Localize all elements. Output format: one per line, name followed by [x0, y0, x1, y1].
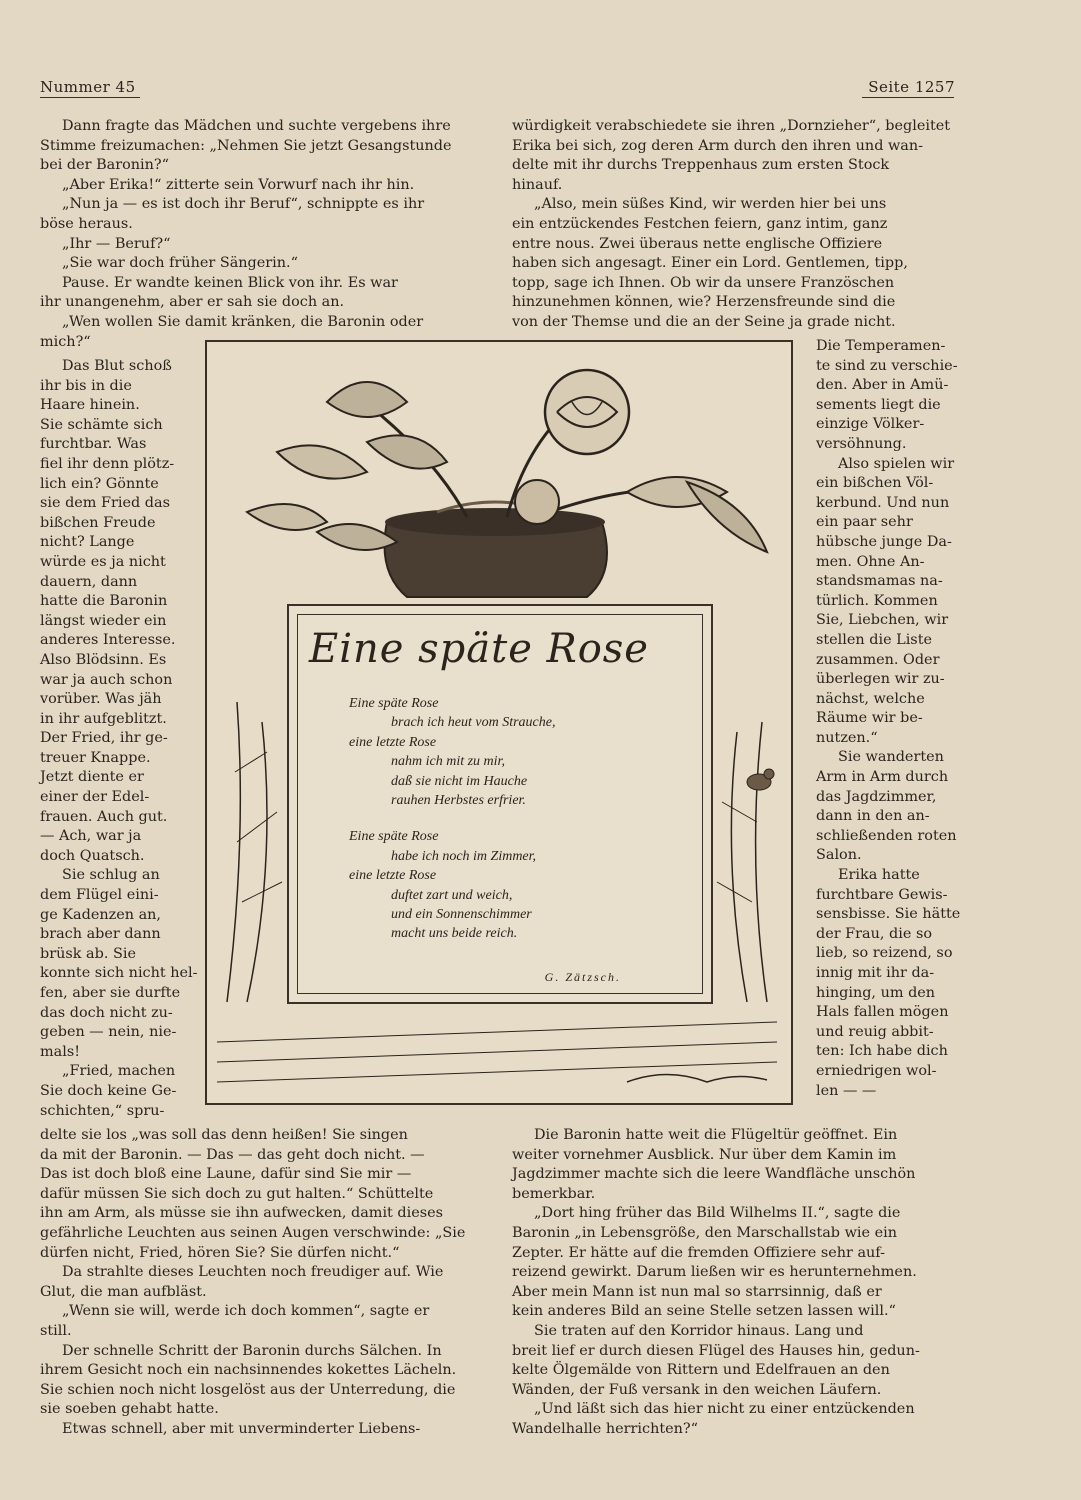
poem-line: habe ich noch im Zimmer,	[391, 848, 537, 864]
text-line: hübsche junge Da-	[816, 533, 952, 550]
text-line: Also Blödsinn. Es	[40, 651, 167, 668]
text-line: Erika bei sich, zog deren Arm durch den ihren und wan-	[512, 137, 924, 154]
text-line: zusammen. Oder	[816, 651, 940, 668]
text-line: Sie schämte sich	[40, 416, 163, 433]
text-line: te sind zu verschie-	[816, 357, 958, 374]
right-column-narrow	[816, 337, 960, 1101]
text-line: sements liegt die	[816, 396, 941, 413]
text-line: reizend gewirkt. Darum ließen wir es herunternehmen.	[512, 1264, 917, 1281]
poem-line: macht uns beide reich.	[391, 926, 518, 942]
text-line: „Aber Erika!“ zitterte sein Vorwurf nach ihr hin.	[62, 176, 415, 193]
text-line: haben sich angesagt. Einer ein Lord. Gentlemen, tipp,	[512, 255, 908, 272]
text-line: furchtbar. Was	[40, 436, 147, 453]
right-column-top	[512, 117, 960, 333]
text-line: still.	[40, 1322, 72, 1339]
poem-line: und ein Sonnenschimmer	[391, 907, 532, 923]
text-line: mich?“	[40, 333, 91, 350]
text-line: war ja auch schon	[40, 671, 173, 688]
text-line: fiel ihr denn plötz-	[40, 455, 175, 472]
text-line: fen, aber sie durfte	[40, 985, 181, 1001]
text-line: ihr unangenehm, aber er sah sie doch an.	[40, 294, 345, 311]
poem-line: rauhen Herbstes erfrier.	[391, 793, 526, 809]
text-line: Sie schien noch nicht losgelöst aus der Unterredung, die	[40, 1381, 456, 1398]
text-line: ein entzückendes Festchen feiern, ganz intim, ganz	[512, 215, 888, 232]
text-line: Sie wanderten	[838, 749, 944, 766]
text-line: delte mit ihr durchs Treppenhaus zum ersten Stock	[512, 157, 890, 174]
text-line: ihr bis in die	[40, 377, 132, 394]
text-line: von der Themse und die an der Seine ja grade nicht.	[512, 313, 896, 330]
text-line: Arm in Arm durch	[816, 769, 949, 786]
text-line: delte sie los „was soll das denn heißen! Sie singen	[40, 1127, 408, 1143]
text-line: men. Ohne An-	[816, 553, 925, 570]
text-line: Also spielen wir	[838, 455, 955, 472]
text-line: ihrem Gesicht noch ein nachsinnendes kokettes Lächeln.	[40, 1362, 457, 1379]
text-line: Die Temperamen-	[816, 338, 946, 354]
text-line: standsmamas na-	[816, 573, 943, 590]
left-column-bottom	[40, 1126, 486, 1440]
text-line: Der Fried, ihr ge-	[40, 730, 168, 747]
text-line: „Wenn sie will, werde ich doch kommen“, sagte er	[62, 1303, 430, 1320]
text-line: topp, sage ich Ihnen. Ob wir da unsere Französchen	[512, 274, 895, 291]
text-line: nächst, welche	[816, 690, 925, 707]
text-line: Haare hinein.	[40, 397, 140, 414]
text-line: Jagdzimmer machte sich die leere Wandfläche unschön	[512, 1166, 916, 1183]
text-line: einzige Völker-	[816, 416, 925, 433]
text-line: Wänden, der Fuß versank in den weichen Läufern.	[512, 1381, 882, 1398]
poem-line: daß sie nicht im Hauche	[391, 773, 528, 789]
text-line: mals!	[40, 1043, 80, 1060]
poem-line: brach ich heut vom Strauche,	[391, 715, 556, 731]
page-number-label: Nummer 45	[40, 78, 136, 96]
text-line: Das Blut schoß	[62, 358, 172, 374]
text-line: türlich. Kommen	[816, 592, 938, 609]
poem-line: Eine späte Rose	[349, 696, 439, 711]
text-line: das doch nicht zu-	[40, 1004, 173, 1021]
text-line: Sie schlug an	[62, 867, 160, 884]
text-line: Da strahlte dieses Leuchten noch freudiger auf. Wie	[62, 1264, 444, 1281]
text-line: breit lief er durch diesen Flügel des Hauses hin, gedun-	[512, 1342, 920, 1359]
text-line: böse heraus.	[40, 215, 133, 232]
text-line: das Jagdzimmer,	[816, 788, 937, 805]
poem-illustration	[205, 340, 793, 1105]
right-column-bottom	[512, 1126, 960, 1440]
text-line: dürfen nicht, Fried, hören Sie? Sie dürfen nicht.“	[40, 1244, 400, 1261]
text-line: „Nun ja — es ist doch ihr Beruf“, schnippte es ihr	[62, 196, 425, 213]
text-line: sie dem Fried das	[40, 495, 170, 512]
poem-line: Eine späte Rose	[349, 829, 439, 845]
text-line: Etwas schnell, aber mit unverminderter Liebens-	[62, 1420, 421, 1437]
header-rule-left	[40, 97, 140, 98]
text-line: „Ihr — Beruf?“	[62, 235, 171, 252]
text-line: kein anderes Bild an seine Stelle setzen lassen will.“	[512, 1303, 896, 1320]
text-line: Dann fragte das Mädchen und suchte vergebens ihre	[62, 118, 451, 134]
text-line: Salon.	[816, 847, 862, 864]
text-line: frauen. Auch gut.	[40, 808, 168, 825]
text-line: würde es ja nicht	[40, 553, 166, 570]
text-line: doch Quatsch.	[40, 847, 145, 864]
text-line: erniedrigen wol-	[816, 1062, 937, 1079]
text-line: anderes Interesse.	[40, 632, 176, 649]
text-line: Sie traten auf den Korridor hinaus. Lang und	[534, 1322, 864, 1339]
text-line: lich ein? Gönnte	[40, 475, 159, 492]
text-line: Glut, die man aufbläst.	[40, 1283, 207, 1300]
text-line: ge Kadenzen an,	[40, 906, 161, 923]
header-rule-right	[862, 97, 954, 98]
text-line: würdigkeit verabschiedete sie ihren „Dornzieher“, begleitet	[512, 118, 951, 134]
text-line: Das ist doch bloß eine Laune, dafür sind Sie mir —	[40, 1166, 412, 1183]
text-line: kerbund. Und nun	[816, 494, 950, 511]
text-line: Stimme freizumachen: „Nehmen Sie jetzt Gesangstunde	[40, 137, 452, 154]
poem-line: eine letzte Rose	[349, 734, 437, 750]
text-line: dauern, dann	[40, 573, 138, 590]
text-line: innig mit ihr da-	[816, 965, 935, 981]
text-line: bei der Baronin?“	[40, 157, 169, 174]
text-line: Erika hatte	[838, 867, 920, 884]
poem-title: Eine späte Rose	[309, 626, 649, 672]
poem-text	[349, 694, 555, 944]
text-line: hinzunehmen können, wie? Herzensfreunde sind die	[512, 294, 896, 311]
poem-author: G. Zätzsch.	[544, 970, 621, 984]
text-line: gefährliche Leuchten aus seinen Augen verschwinde: „Sie	[40, 1224, 466, 1241]
text-line: furchtbare Gewis-	[816, 886, 948, 903]
text-line: Räume wir be-	[816, 710, 923, 727]
text-line: sie soeben gehabt hatte.	[40, 1401, 219, 1418]
text-line: Pause. Er wandte keinen Blick von ihr. Es war	[62, 274, 398, 291]
text-line: len — —	[816, 1082, 877, 1099]
text-line: „Sie war doch früher Sängerin.“	[62, 255, 298, 272]
poem-frame	[287, 604, 713, 1004]
text-line: Hals fallen mögen	[816, 1004, 949, 1021]
text-line: Baronin „in Lebensgröße, den Marschallstab wie ein	[512, 1224, 897, 1241]
text-line: dann in den an-	[816, 808, 930, 825]
text-line: treuer Knappe.	[40, 749, 151, 766]
text-line: einer der Edel-	[40, 789, 150, 806]
text-line: bißchen Freude	[40, 514, 156, 531]
text-line: nicht? Lange	[40, 534, 135, 551]
text-line: ihn am Arm, als müsse sie ihn aufwecken, damit dieses	[40, 1205, 444, 1222]
poem-line: eine letzte Rose	[349, 868, 437, 884]
text-line: konnte sich nicht hel-	[40, 965, 198, 982]
text-line: „Also, mein süßes Kind, wir werden hier bei uns	[534, 196, 887, 213]
left-column-narrow	[40, 357, 200, 1121]
poem-line: nahm ich mit zu mir,	[391, 754, 505, 770]
text-line: den. Aber in Amü-	[816, 377, 949, 394]
text-line: bemerkbar.	[512, 1185, 596, 1202]
text-line: schließenden roten	[816, 827, 957, 844]
text-line: versöhnung.	[816, 435, 907, 452]
text-line: Wandelhalle herrichten?“	[512, 1420, 698, 1437]
text-line: — Ach, war ja	[40, 828, 142, 845]
text-line: ten: Ich habe dich	[816, 1043, 948, 1060]
text-line: überlegen wir zu-	[816, 671, 945, 688]
text-line: „Fried, machen	[62, 1063, 176, 1080]
text-line: Jetzt diente er	[40, 769, 144, 786]
text-line: „Dort hing früher das Bild Wilhelms II.“, sagte die	[534, 1205, 901, 1222]
text-line: weiter vornehmer Ausblick. Nur über dem Kamin im	[512, 1146, 897, 1163]
text-line: ein bißchen Völ-	[816, 475, 934, 492]
text-line: ein paar sehr	[816, 514, 913, 531]
text-line: Der schnelle Schritt der Baronin durchs Sälchen. In	[62, 1342, 442, 1359]
text-line: Sie doch keine Ge-	[40, 1082, 177, 1099]
text-line: „Und läßt sich das hier nicht zu einer entzückenden	[534, 1401, 915, 1418]
text-line: lieb, so reizend, so	[816, 945, 953, 962]
text-line: stellen die Liste	[816, 631, 932, 648]
text-line: entre nous. Zwei überaus nette englische Offiziere	[512, 235, 883, 252]
text-line: Aber mein Mann ist nun mal so starrsinnig, daß er	[512, 1283, 882, 1300]
text-line: dem Flügel eini-	[40, 887, 159, 904]
text-line: Sie, Liebchen, wir	[816, 612, 949, 629]
text-line: vorüber. Was jäh	[40, 691, 162, 708]
text-line: da mit der Baronin. — Das — das geht doch nicht. —	[40, 1146, 425, 1163]
text-line: dafür müssen Sie sich doch zu gut halten.“ Schüttelte	[40, 1185, 434, 1202]
text-line: kelte Ölgemälde von Rittern und Edelfrauen an den	[512, 1362, 890, 1379]
text-line: brach aber dann	[40, 926, 161, 943]
text-line: brüsk ab. Sie	[40, 945, 136, 962]
text-line: hatte die Baronin	[40, 593, 168, 610]
text-line: sensbisse. Sie hätte	[816, 906, 961, 923]
text-line: schichten,“ spru-	[40, 1102, 165, 1119]
text-line: Die Baronin hatte weit die Flügeltür geöffnet. Ein	[534, 1127, 898, 1143]
left-column-top	[40, 117, 486, 352]
page-seite-label: Seite 1257	[868, 78, 955, 96]
text-line: der Frau, die so	[816, 925, 932, 942]
text-line: in ihr aufgeblitzt.	[40, 710, 167, 727]
text-line: nutzen.“	[816, 729, 878, 746]
text-line: Zepter. Er hätte auf die fremden Offiziere sehr auf-	[512, 1244, 885, 1261]
text-line: „Wen wollen Sie damit kränken, die Baronin oder	[62, 313, 424, 330]
poem-line: duftet zart und weich,	[391, 887, 513, 903]
text-line: hinauf.	[512, 176, 563, 193]
text-line: längst wieder ein	[40, 612, 167, 629]
text-line: und reuig abbit-	[816, 1023, 934, 1040]
text-line: hinging, um den	[816, 984, 936, 1001]
text-line: geben — nein, nie-	[40, 1024, 177, 1041]
